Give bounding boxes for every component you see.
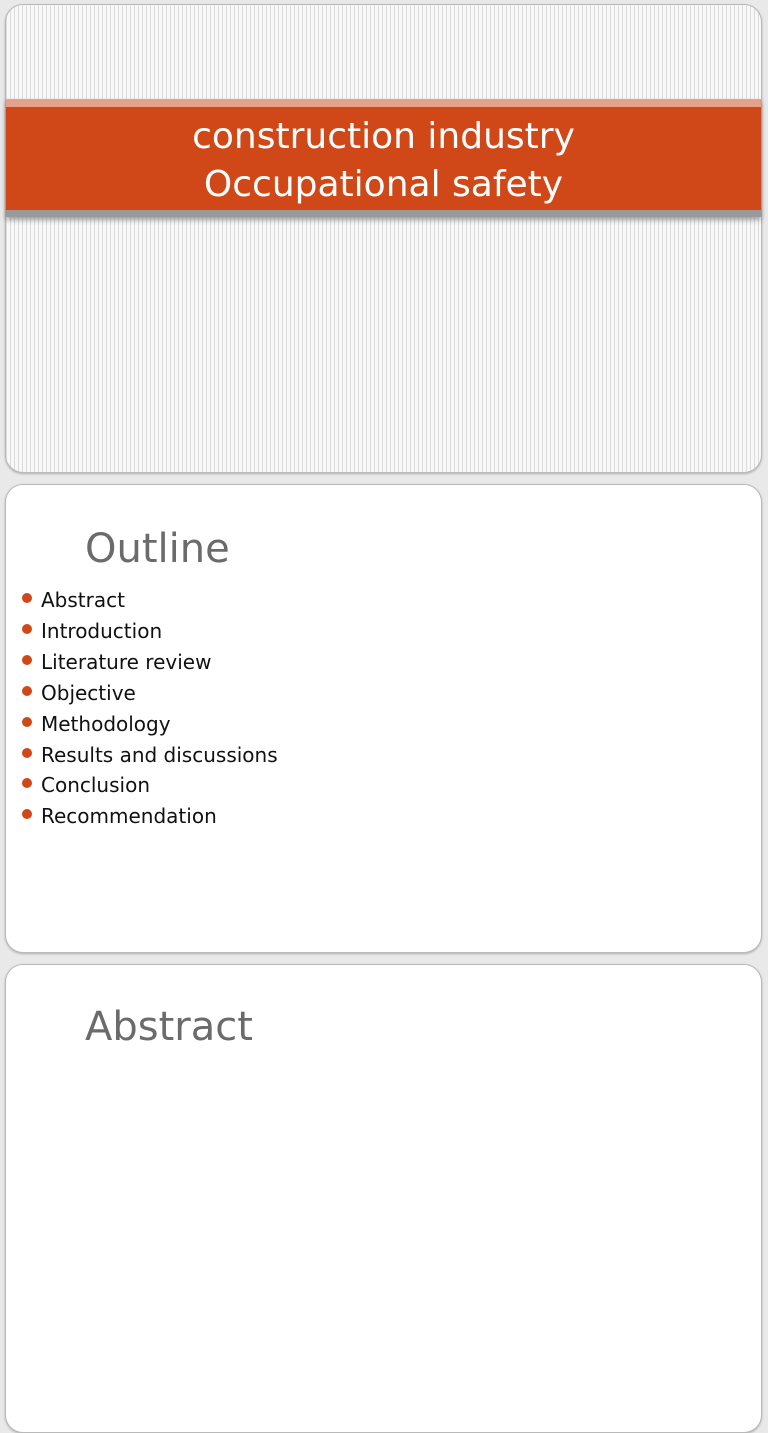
list-item-label: Objective: [41, 680, 136, 705]
list-item: [20, 709, 278, 740]
list-item: [20, 647, 278, 678]
title-line-2: Occupational safety: [203, 164, 564, 205]
bullet-icon: [22, 593, 32, 603]
list-item-label: Recommendation: [41, 804, 217, 829]
list-item: [20, 801, 278, 832]
slide-title[interactable]: [5, 4, 762, 473]
list-item-label: Results and discussions: [41, 742, 278, 767]
list-item: [20, 740, 278, 771]
bullet-icon: [22, 778, 32, 788]
list-item-label: Conclusion: [41, 773, 150, 798]
bullet-icon: [22, 717, 32, 727]
title-band: [6, 99, 761, 217]
bullet-icon: [22, 655, 32, 665]
list-item: [20, 616, 278, 647]
bullet-icon: [22, 686, 32, 696]
bullet-icon: [22, 624, 32, 634]
list-item: [20, 770, 278, 801]
outline-heading: Outline: [85, 526, 230, 572]
list-item-label: Introduction: [41, 618, 163, 643]
abstract-heading: Abstract: [85, 1004, 253, 1050]
slide-title-text: [6, 113, 761, 209]
list-item: [20, 678, 278, 709]
slide-abstract[interactable]: [5, 964, 762, 1433]
list-item-label: Abstract: [41, 588, 125, 612]
list-item-label: Literature review: [41, 649, 212, 674]
slide-outline[interactable]: [5, 484, 762, 953]
list-item-label: Methodology: [41, 711, 171, 736]
bullet-icon: [22, 748, 32, 758]
outline-list: [20, 585, 278, 832]
bullet-icon: [22, 809, 32, 819]
title-line-1: construction industry: [192, 116, 575, 157]
list-item: [20, 585, 278, 616]
